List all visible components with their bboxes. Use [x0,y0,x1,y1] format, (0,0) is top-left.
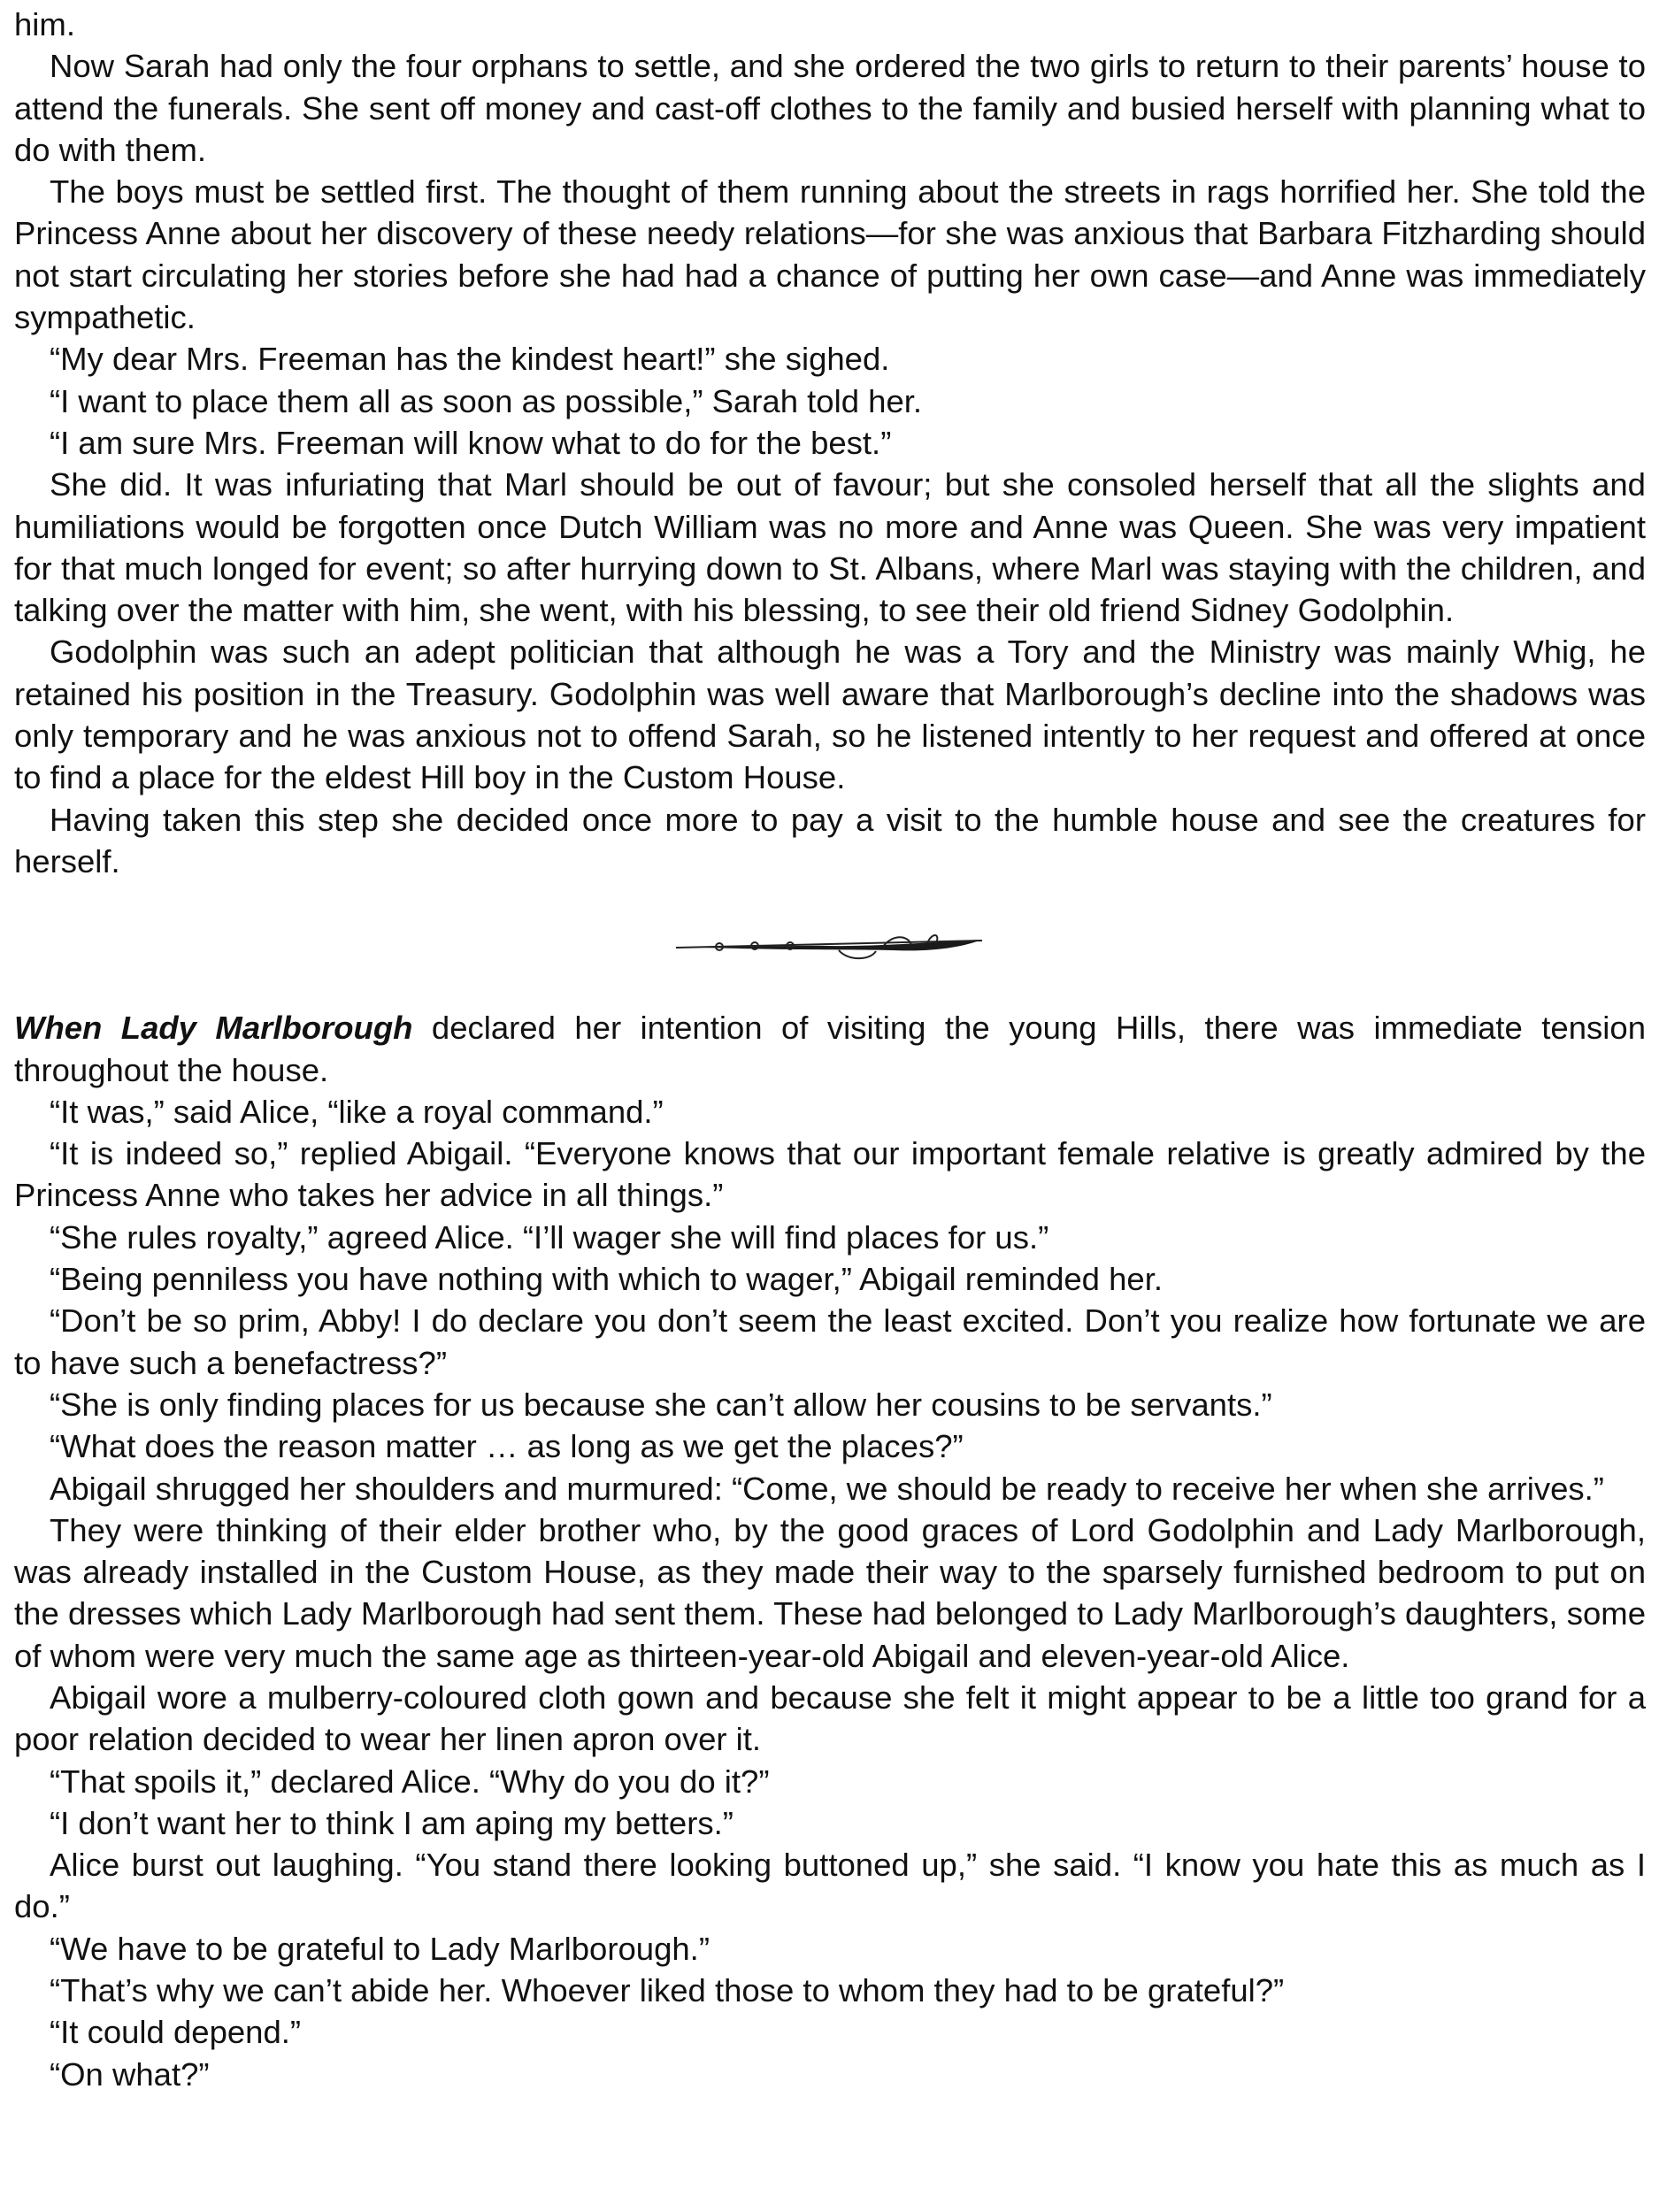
lead-paragraph-text: declared her intention of visiting the young Hills, there was immediate tension throughout the house. [14,1010,1646,1088]
paragraph: “It is indeed so,” replied Abigail. “Everyone knows that our important female relative is greatly admired by the Princess Anne who takes her advice in all things.” [14,1135,1646,1214]
paragraph: Abigail wore a mulberry-coloured cloth gown and because she felt it might appear to be a little too grand for a poor relation decided to wear her linen apron over it. [14,1678,1646,1758]
paragraph: They were thinking of their elder brother who, by the good graces of Lord Godolphin and Lady Marlborough, was already installed in the Custom House, as they made their way to the sparsely furnished bedroom to put on the dresses which Lady Marlborough had sent them. These had belonged to Lady Marlborough’s daughters, some of whom were very much the same age as thirteen-year-old Abigail and eleven-year-old Alice. [14,1511,1646,1674]
paragraph: Godolphin was such an adept politician that although he was a Tory and the Ministry was mainly Whig, he retained his position in the Treasury. Godolphin was well aware that Marlborough’s decline into the shadows was only temporary and he was anxious not to offend Sarah, so he listened intently to her request and offered at once to find a place for the eldest Hill boy in the Custom House. [14,634,1646,796]
paragraph: “I want to place them all as soon as possible,” Sarah told her. [50,382,923,419]
paragraph: Alice burst out laughing. “You stand there looking buttoned up,” she said. “I know you hate this as much as I do.” [14,1847,1646,1925]
section-divider-ornament [14,903,1646,986]
paragraph: Having taken this step she decided once more to pay a visit to the humble house and see the creatures for herself. [14,801,1646,879]
paragraph: “She rules royalty,” agreed Alice. “I’ll wager she will find places for us.” [50,1218,1049,1256]
paragraph: “Don’t be so prim, Abby! I do declare you don’t seem the least excited. Don’t you realize how fortunate we are to have such a benefactress?” [14,1302,1646,1381]
paragraph: “She is only finding places for us because she can’t allow her cousins to be servants.” [50,1386,1272,1423]
book-page [14,4,1646,2095]
paragraph: “My dear Mrs. Freeman has the kindest heart!” she sighed. [50,341,890,378]
paragraph: “That’s why we can’t abide her. Whoever liked those to whom they had to be grateful?” [50,1972,1285,2009]
paragraph: “Being penniless you have nothing with which to wager,” Abigail reminded her. [50,1261,1163,1298]
paragraph: “We have to be grateful to Lady Marlborough.” [50,1930,710,1967]
paragraph: Now Sarah had only the four orphans to settle, and she ordered the two girls to return to their parents’ house to attend the funerals. She sent off money and cast-off clothes to the family and busied herself with planning what to do with them. [14,48,1646,168]
ornament-icon [671,927,989,963]
paragraph: “That spoils it,” declared Alice. “Why do you do it?” [50,1763,770,1800]
paragraph: “What does the reason matter … as long as we get the places?” [50,1428,964,1465]
paragraph: “I am sure Mrs. Freeman will know what to do for the best.” [50,424,892,461]
section-opening-paragraph [14,1007,1646,1091]
paragraph: “It was,” said Alice, “like a royal command.” [50,1093,664,1130]
paragraph: “I don’t want her to think I am aping my betters.” [50,1804,733,1841]
paragraph: She did. It was infuriating that Marl should be out of favour; but she consoled herself that all the slights and humiliations would be forgotten once Dutch William was no more and Anne was Queen. She was very impatient for that much longed for event; so after hurrying down to St. Albans, where Marl was staying with the children, and talking over the matter with him, she went, with his blessing, to see their old friend Sidney Godolphin. [14,466,1646,629]
paragraph: “On what?” [50,2055,210,2093]
paragraph: him. [14,6,75,42]
paragraph: “It could depend.” [50,2014,302,2051]
paragraph: The boys must be settled first. The thought of them running about the streets in rags horrified her. She told the Princess Anne about her discovery of these needy relations—for she was anxious that Barbara Fitzharding should not start circulating her stories before she had had a chance of putting her own case—and Anne was immediately sympathetic. [14,173,1646,336]
section-lead-in: When Lady Marlborough [14,1010,413,1047]
paragraph: Abigail shrugged her shoulders and murmured: “Come, we should be ready to receive her when she arrives.” [50,1470,1604,1507]
